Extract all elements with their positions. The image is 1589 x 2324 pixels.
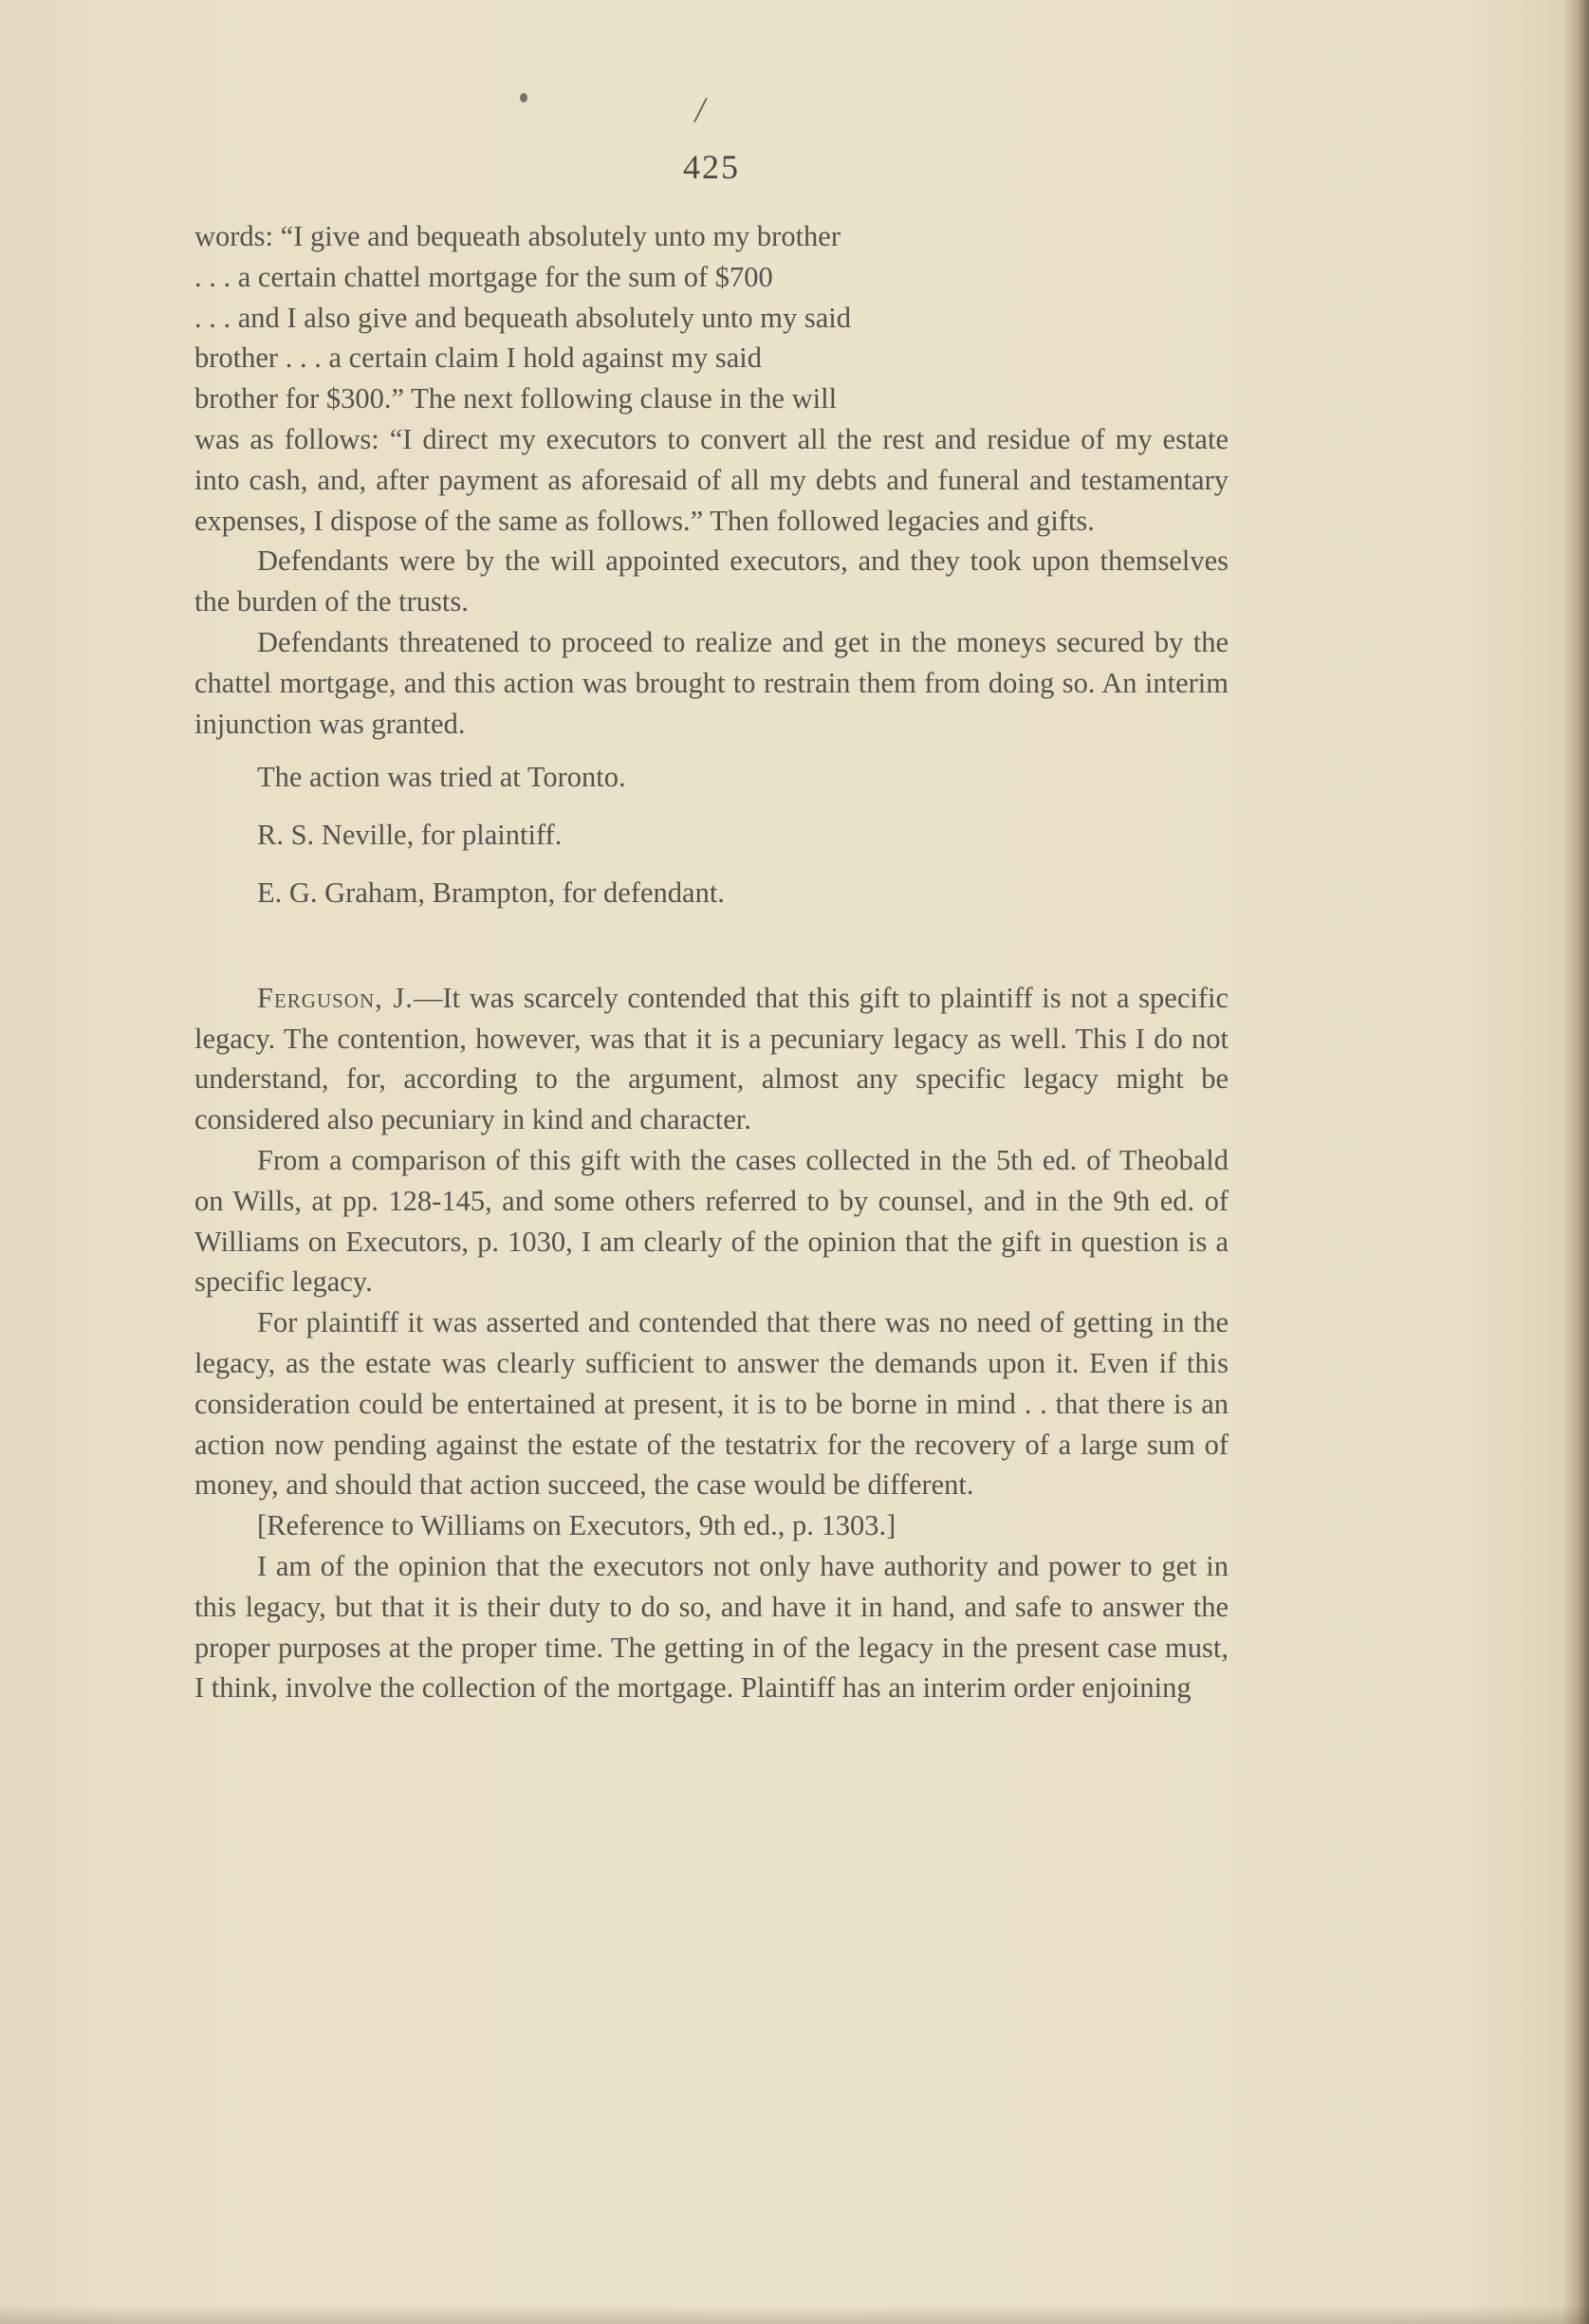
judgment-opening-text: —It was scarcely contended that this gift to plaintiff is not a specific legacy. The contention, however, was that it is a pecuniary legacy as well. This I do not understand, for, according to the argument, almost any specific legacy might be considered also pecuniary in kind and character. (194, 981, 1229, 1136)
page-bottom-shadow (0, 2305, 1589, 2324)
will-clause-paragraph: was as follows: “I direct my executors to convert all the rest and residue of my estate into cash, and, after payment as aforesaid of all my debts and funeral and testamentary expenses, I dispose of the same as follows.” Then followed legacies and gifts. (194, 422, 1229, 537)
quote-line: brother for $300.” The next following clause in the will (194, 382, 838, 415)
body-text (194, 216, 1229, 1708)
reference-note: [Reference to Williams on Executors, 9th ed., p. 1303.] (257, 1509, 896, 1542)
counsel-plaintiff: R. S. Neville, for plaintiff. (257, 819, 563, 852)
ink-speck (520, 93, 527, 102)
judgment-paragraph: From a comparison of this gift with the cases collected in the 5th ed. of Theobald on Wills, at pp. 128-145, and some others referred to by counsel, and in the 9th ed. of Williams on Executors, p. 1030, I am clearly of the opinion that the gift in question is a specific legacy. (194, 1143, 1229, 1299)
trial-venue: The action was tried at Toronto. (257, 761, 626, 794)
facts-paragraph: Defendants threatened to proceed to realize and get in the moneys secured by the chattel mortgage, and this action was brought to restrain them from doing so. An interim injunction was granted. (194, 625, 1229, 740)
counsel-defendant: E. G. Graham, Brampton, for defendant. (257, 876, 725, 909)
quote-line: brother . . . a certain claim I hold against my said (194, 341, 762, 375)
judgment-paragraph: I am of the opinion that the executors not only have authority and power to get in this legacy, but that it is their duty to do so, and have it in hand, and safe to answer the proper purposes at the proper time. The getting in of the legacy in the present case must, I think, involve the collection of the mortgage. Plaintiff has an interim order enjoining (194, 1549, 1229, 1705)
quote-line: . . . and I also give and bequeath absolutely unto my said (194, 301, 852, 334)
judge-name: Ferguson, J. (257, 981, 414, 1014)
quote-line: . . . a certain chattel mortgage for the sum of $700 (194, 260, 773, 293)
page-number: 425 (683, 148, 740, 186)
quote-line: words: “I give and bequeath absolutely unto my brother (194, 220, 841, 252)
judgment-paragraph: For plaintiff it was asserted and contended that there was no need of getting in the legacy, as the estate was clearly sufficient to answer the demands upon it. Even if this consideration could be entertained at present, it is to be borne in mind . . that there is an action now pending against the estate of the testatrix for the recovery of a large sum of money, and should that action succeed, the case would be different. (194, 1306, 1229, 1502)
stray-pencil-mark: / (692, 87, 710, 132)
page-edge-shadow (1562, 0, 1589, 2324)
facts-paragraph: Defendants were by the will appointed executors, and they took upon themselves the burden of the trusts. (194, 544, 1229, 618)
judgment-opening-paragraph (194, 978, 1229, 1140)
